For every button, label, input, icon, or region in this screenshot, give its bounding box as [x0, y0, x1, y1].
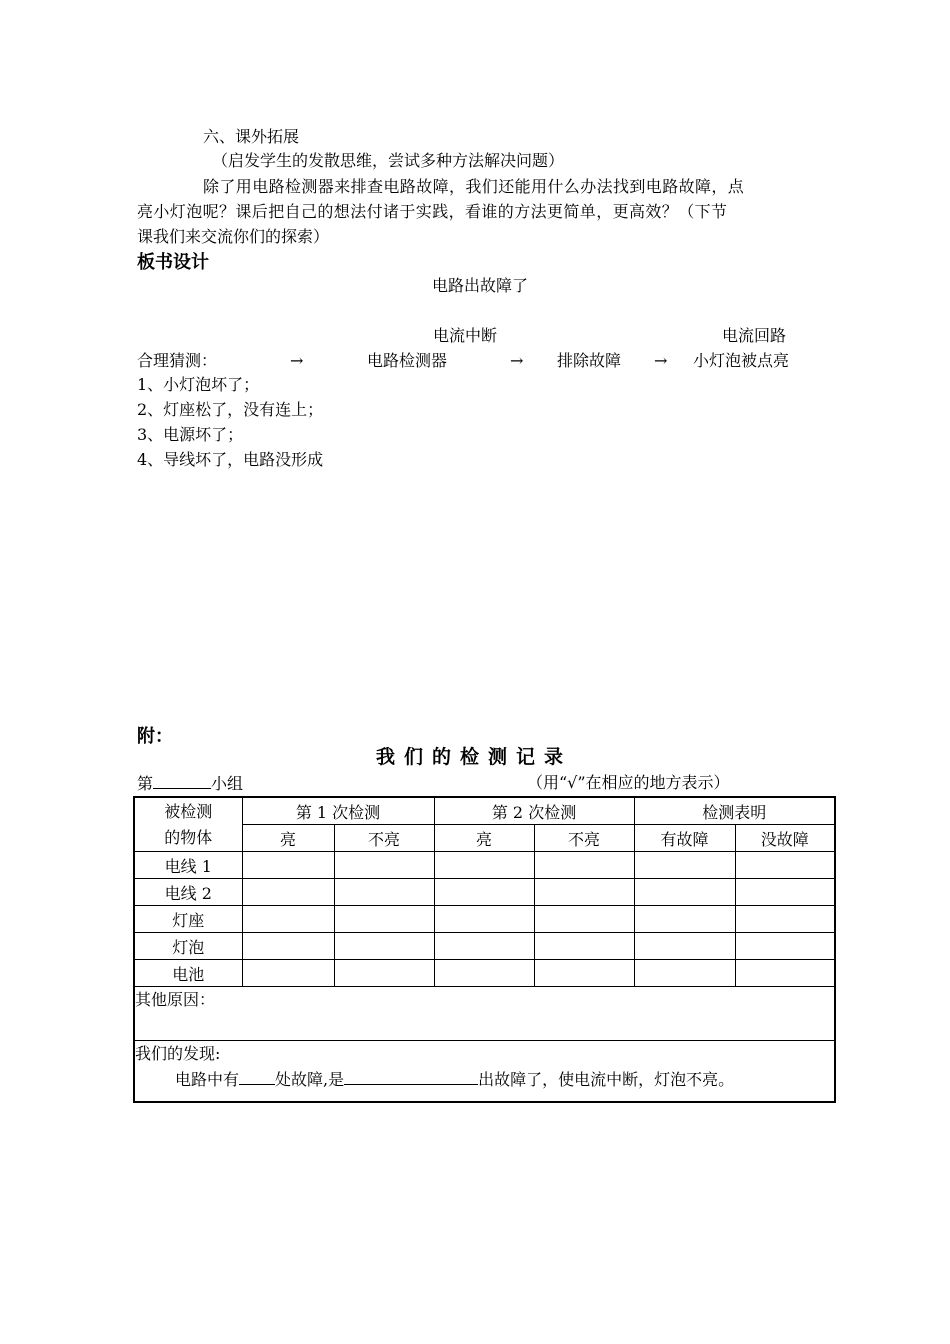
check-cell[interactable] — [434, 906, 534, 933]
flow-step-detector: 电路检测器 — [367, 351, 448, 370]
check-cell[interactable] — [434, 852, 534, 879]
check-cell[interactable] — [242, 879, 334, 906]
table-row — [134, 852, 835, 879]
subheader-bright: 亮 — [434, 825, 534, 852]
row-label: 电线 1 — [134, 852, 242, 879]
section-heading: 六、课外拓展 — [203, 127, 300, 146]
header-result: 检测表明 — [634, 797, 835, 825]
fault-location-blank[interactable] — [344, 1068, 478, 1085]
table-row — [134, 906, 835, 933]
check-cell[interactable] — [434, 879, 534, 906]
group-line — [137, 772, 243, 795]
check-cell[interactable] — [434, 933, 534, 960]
header-test-2: 第 2 次检测 — [434, 797, 634, 825]
check-cell[interactable] — [735, 933, 835, 960]
table-row — [134, 960, 835, 987]
row-label: 灯泡 — [134, 933, 242, 960]
board-heading: 板书设计 — [137, 252, 209, 273]
check-cell[interactable] — [534, 960, 634, 987]
table-row — [134, 879, 835, 906]
arrow-icon: → — [290, 351, 304, 370]
check-cell[interactable] — [634, 906, 735, 933]
check-cell[interactable] — [242, 960, 334, 987]
group-prefix: 第 — [137, 774, 154, 793]
subheader-bright: 亮 — [242, 825, 334, 852]
group-number-blank[interactable] — [153, 772, 211, 789]
check-cell[interactable] — [735, 879, 835, 906]
check-cell[interactable] — [534, 852, 634, 879]
row-label: 电线 2 — [134, 879, 242, 906]
check-cell[interactable] — [242, 933, 334, 960]
check-cell[interactable] — [534, 933, 634, 960]
subheader-not-bright: 不亮 — [534, 825, 634, 852]
check-cell[interactable] — [334, 852, 434, 879]
row-label: 灯座 — [134, 906, 242, 933]
header-object: 被检测 的物体 — [134, 797, 242, 852]
flow-step-lit: 小灯泡被点亮 — [693, 351, 790, 370]
label-current-break: 电流中断 — [433, 326, 498, 345]
arrow-icon: → — [510, 351, 524, 370]
findings-sentence: 电路中有 处故障,是 出故障了，使电流中断，灯泡不亮。 — [175, 1070, 735, 1089]
appendix-label: 附： — [137, 726, 173, 747]
check-cell[interactable] — [334, 879, 434, 906]
subheader-no-fault: 没故障 — [735, 825, 835, 852]
check-cell[interactable] — [534, 906, 634, 933]
findings-label: 我们的发现: — [135, 1044, 221, 1063]
table-row — [134, 933, 835, 960]
check-cell[interactable] — [735, 960, 835, 987]
flow-start: 合理猜测： — [137, 351, 218, 370]
check-cell[interactable] — [434, 960, 534, 987]
paragraph-line-2: 亮小灯泡呢？课后把自己的想法付诸于实践，看谁的方法更简单，更高效？（下节 — [137, 202, 728, 221]
other-reasons-label: 其他原因： — [135, 990, 216, 1009]
check-cell[interactable] — [334, 933, 434, 960]
board-title: 电路出故障了 — [432, 276, 529, 295]
flow-step-troubleshoot: 排除故障 — [557, 351, 622, 370]
instruction: （用“√”在相应的地方表示） — [527, 773, 730, 792]
findings-cell — [134, 1041, 835, 1103]
paragraph-line-3: 课我们来交流你们的探索） — [137, 227, 330, 246]
guess-item: 2、灯座松了，没有连上； — [137, 400, 324, 419]
arrow-icon: → — [654, 351, 668, 370]
subheader-not-bright: 不亮 — [334, 825, 434, 852]
check-cell[interactable] — [534, 879, 634, 906]
label-current-loop: 电流回路 — [722, 326, 787, 345]
check-cell[interactable] — [242, 906, 334, 933]
check-cell[interactable] — [334, 960, 434, 987]
paragraph-line-1: 除了用电路检测器来排查电路故障，我们还能用什么办法找到电路故障，点 — [203, 177, 745, 196]
check-cell[interactable] — [634, 933, 735, 960]
guess-item: 4、导线坏了，电路没形成 — [137, 450, 324, 469]
other-reasons-cell[interactable] — [134, 987, 835, 1041]
record-table — [133, 796, 836, 1103]
row-label: 电池 — [134, 960, 242, 987]
header-test-1: 第 1 次检测 — [242, 797, 434, 825]
guess-item: 1、小灯泡坏了； — [137, 375, 260, 394]
check-cell[interactable] — [735, 852, 835, 879]
check-cell[interactable] — [334, 906, 434, 933]
check-cell[interactable] — [634, 852, 735, 879]
section-note: （启发学生的发散思维，尝试多种方法解决问题） — [212, 151, 565, 170]
subheader-has-fault: 有故障 — [634, 825, 735, 852]
guess-item: 3、电源坏了； — [137, 425, 244, 444]
check-cell[interactable] — [735, 906, 835, 933]
check-cell[interactable] — [634, 960, 735, 987]
fault-count-blank[interactable] — [239, 1068, 275, 1085]
check-cell[interactable] — [242, 852, 334, 879]
check-cell[interactable] — [634, 879, 735, 906]
record-title: 我们的检测记录 — [376, 746, 573, 768]
group-suffix: 小组 — [211, 774, 244, 793]
